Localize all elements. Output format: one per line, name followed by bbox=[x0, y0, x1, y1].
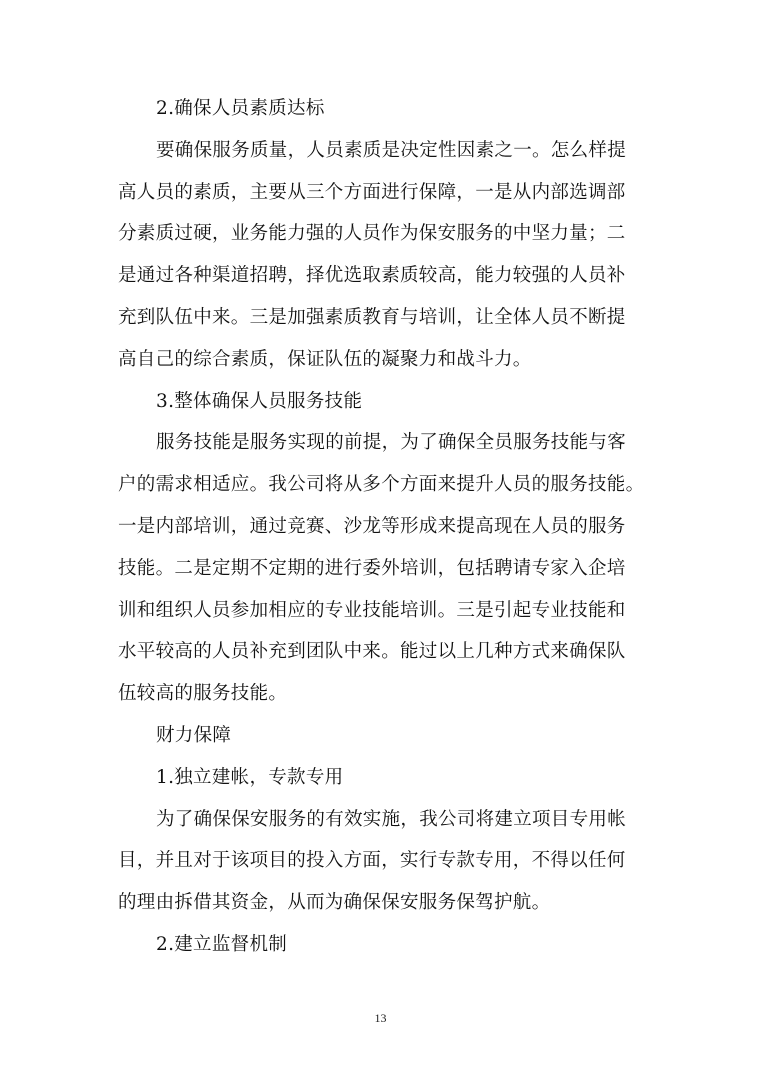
paragraph-line: 高自己的综合素质，保证队伍的凝聚力和战斗力。 bbox=[118, 348, 532, 370]
section-heading-financial-guarantee: 财力保障 bbox=[156, 724, 232, 746]
paragraph-line: 是通过各种渠道招聘，择优选取素质较高，能力较强的人员补 bbox=[118, 265, 626, 287]
paragraph-line: 一是内部培训，通过竞赛、沙龙等形成来提高现在人员的服务 bbox=[118, 515, 626, 537]
paragraph-line: 充到队伍中来。三是加强素质教育与培训，让全体人员不断提 bbox=[118, 306, 626, 328]
paragraph-line: 为了确保保安服务的有效实施，我公司将建立项目专用帐 bbox=[156, 808, 627, 830]
paragraph-line: 户的需求相适应。我公司将从多个方面来提升人员的服务技能。 bbox=[118, 474, 645, 496]
paragraph-line: 高人员的素质，主要从三个方面进行保障，一是从内部选调部 bbox=[118, 181, 626, 203]
paragraph-line: 目，并且对于该项目的投入方面，实行专款专用，不得以任何 bbox=[118, 850, 626, 872]
subsection-heading-dedicated-funds: 1.独立建帐，专款专用 bbox=[156, 766, 344, 788]
paragraph-line: 的理由拆借其资金，从而为确保保安服务保驾护航。 bbox=[118, 892, 551, 914]
paragraph-line: 伍较高的服务技能。 bbox=[118, 683, 288, 705]
paragraph-line: 分素质过硬，业务能力强的人员作为保安服务的中坚力量；二 bbox=[118, 223, 626, 245]
paragraph-line: 技能。二是定期不定期的进行委外培训，包括聘请专家入企培 bbox=[118, 557, 626, 579]
paragraph-line: 训和组织人员参加相应的专业技能培训。三是引起专业技能和 bbox=[118, 599, 626, 621]
subsection-heading-supervision: 2.建立监督机制 bbox=[156, 933, 288, 955]
document-body bbox=[118, 88, 650, 966]
page-number: 13 bbox=[374, 1011, 387, 1025]
paragraph-line: 水平较高的人员补充到团队中来。能过以上几种方式来确保队 bbox=[118, 641, 626, 663]
paragraph-line: 服务技能是服务实现的前提，为了确保全员服务技能与客 bbox=[156, 432, 627, 454]
section-heading-personnel-quality: 2.确保人员素质达标 bbox=[156, 98, 325, 119]
section-heading-service-skills: 3.整体确保人员服务技能 bbox=[156, 390, 363, 412]
paragraph-line: 要确保服务质量，人员素质是决定性因素之一。怎么样提 bbox=[156, 139, 627, 161]
